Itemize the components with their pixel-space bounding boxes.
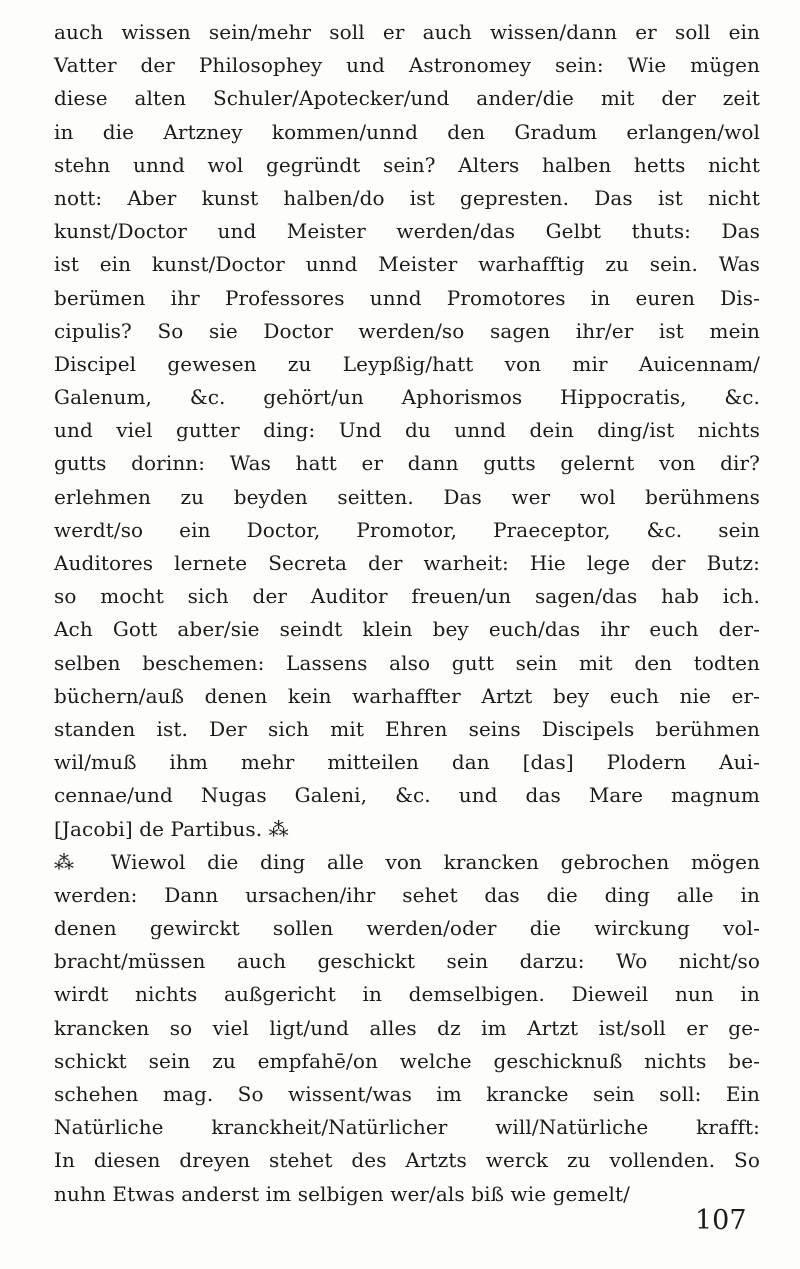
text-line: werdt/so ein Doctor, Promotor, Praeceptor, &c. sein	[54, 517, 760, 542]
text-line: Galenum, &c. gehört/un Aphorismos Hippocratis, &c.	[54, 385, 760, 410]
text-line: Discipel gewesen zu Leypßig/hatt von mir Auicennam/	[54, 351, 760, 376]
text-line: ⁂ Wiewol die ding alle von krancken gebrochen mögen	[54, 849, 760, 874]
text-line: standen ist. Der sich mit Ehren seins Discipels berühmen	[54, 716, 760, 741]
text-line: wirdt nichts außgericht in demselbigen. Dieweil nun in	[54, 982, 760, 1007]
text-line: Vatter der Philosophey und Astronomey sein: Wie mügen	[54, 53, 760, 78]
text-line: [Jacobi] de Partibus. ⁂	[54, 816, 289, 841]
text-line: In diesen dreyen stehet des Artzts werck zu vollenden. So	[54, 1148, 760, 1173]
text-line: erlehmen zu beyden seitten. Das wer wol berühmens	[54, 484, 760, 509]
text-line: Auditores lernete Secreta der warheit: Hie lege der Butz:	[54, 551, 760, 575]
text-line: cennae/und Nugas Galeni, &c. und das Mare magnum	[54, 783, 760, 808]
text-line: werden: Dann ursachen/ihr sehet das die ding alle in	[54, 882, 760, 907]
text-line: kunst/Doctor und Meister werden/das Gelbt thuts: Das	[54, 219, 760, 244]
text-line: selben beschemen: Lassens also gutt sein mit den todten	[54, 650, 760, 675]
body-text	[54, 16, 760, 1211]
text-line: Natürliche kranckheit/Natürlicher will/Natürliche krafft:	[54, 1115, 760, 1140]
text-line: gutts dorinn: Was hatt er dann gutts gelernt von dir?	[54, 451, 760, 476]
text-line: so mocht sich der Auditor freuen/un sagen/das hab ich.	[54, 584, 760, 609]
text-line: diese alten Schuler/Apotecker/und ander/die mit der zeit	[54, 86, 760, 111]
text-line: schehen mag. So wissent/was im krancke sein soll: Ein	[54, 1082, 760, 1106]
text-line: und viel gutter ding: Und du unnd dein ding/ist nichts	[54, 418, 760, 443]
text-line: nott: Aber kunst halben/do ist gepresten. Das ist nicht	[54, 185, 760, 210]
text-line: nuhn Etwas anderst im selbigen wer/als biß wie gemelt/	[54, 1181, 630, 1206]
text-line: denen gewirckt sollen werden/oder die wirckung vol-	[54, 916, 760, 941]
text-line: cipulis? So sie Doctor werden/so sagen ihr/er ist mein	[54, 318, 760, 343]
text-line: berümen ihr Professores unnd Promotores in euren Dis-	[54, 285, 760, 310]
text-line: bracht/müssen auch geschickt sein darzu: Wo nicht/so	[54, 949, 760, 974]
text-line: büchern/auß denen kein warhaffter Artzt bey euch nie er-	[54, 683, 760, 708]
text-line: in die Artzney kommen/unnd den Gradum erlangen/wol	[54, 119, 760, 144]
text-line: wil/muß ihm mehr mitteilen dan [das] Plodern Aui-	[54, 750, 760, 775]
text-line: stehn unnd wol gegründt sein? Alters halben hetts nicht	[54, 152, 760, 177]
text-line: Ach Gott aber/sie seindt klein bey euch/das ihr euch der-	[54, 617, 760, 642]
text-line: auch wissen sein/mehr soll er auch wissen/dann er soll ein	[54, 20, 760, 44]
text-line: schickt sein zu empfahē/on welche geschicknuß nichts be-	[54, 1048, 760, 1073]
text-line: krancken so viel ligt/und alles dz im Artzt ist/soll er ge-	[54, 1015, 760, 1040]
text-line: ist ein kunst/Doctor unnd Meister warhafftig zu sein. Was	[54, 252, 760, 277]
page-number: 107	[695, 1205, 747, 1236]
